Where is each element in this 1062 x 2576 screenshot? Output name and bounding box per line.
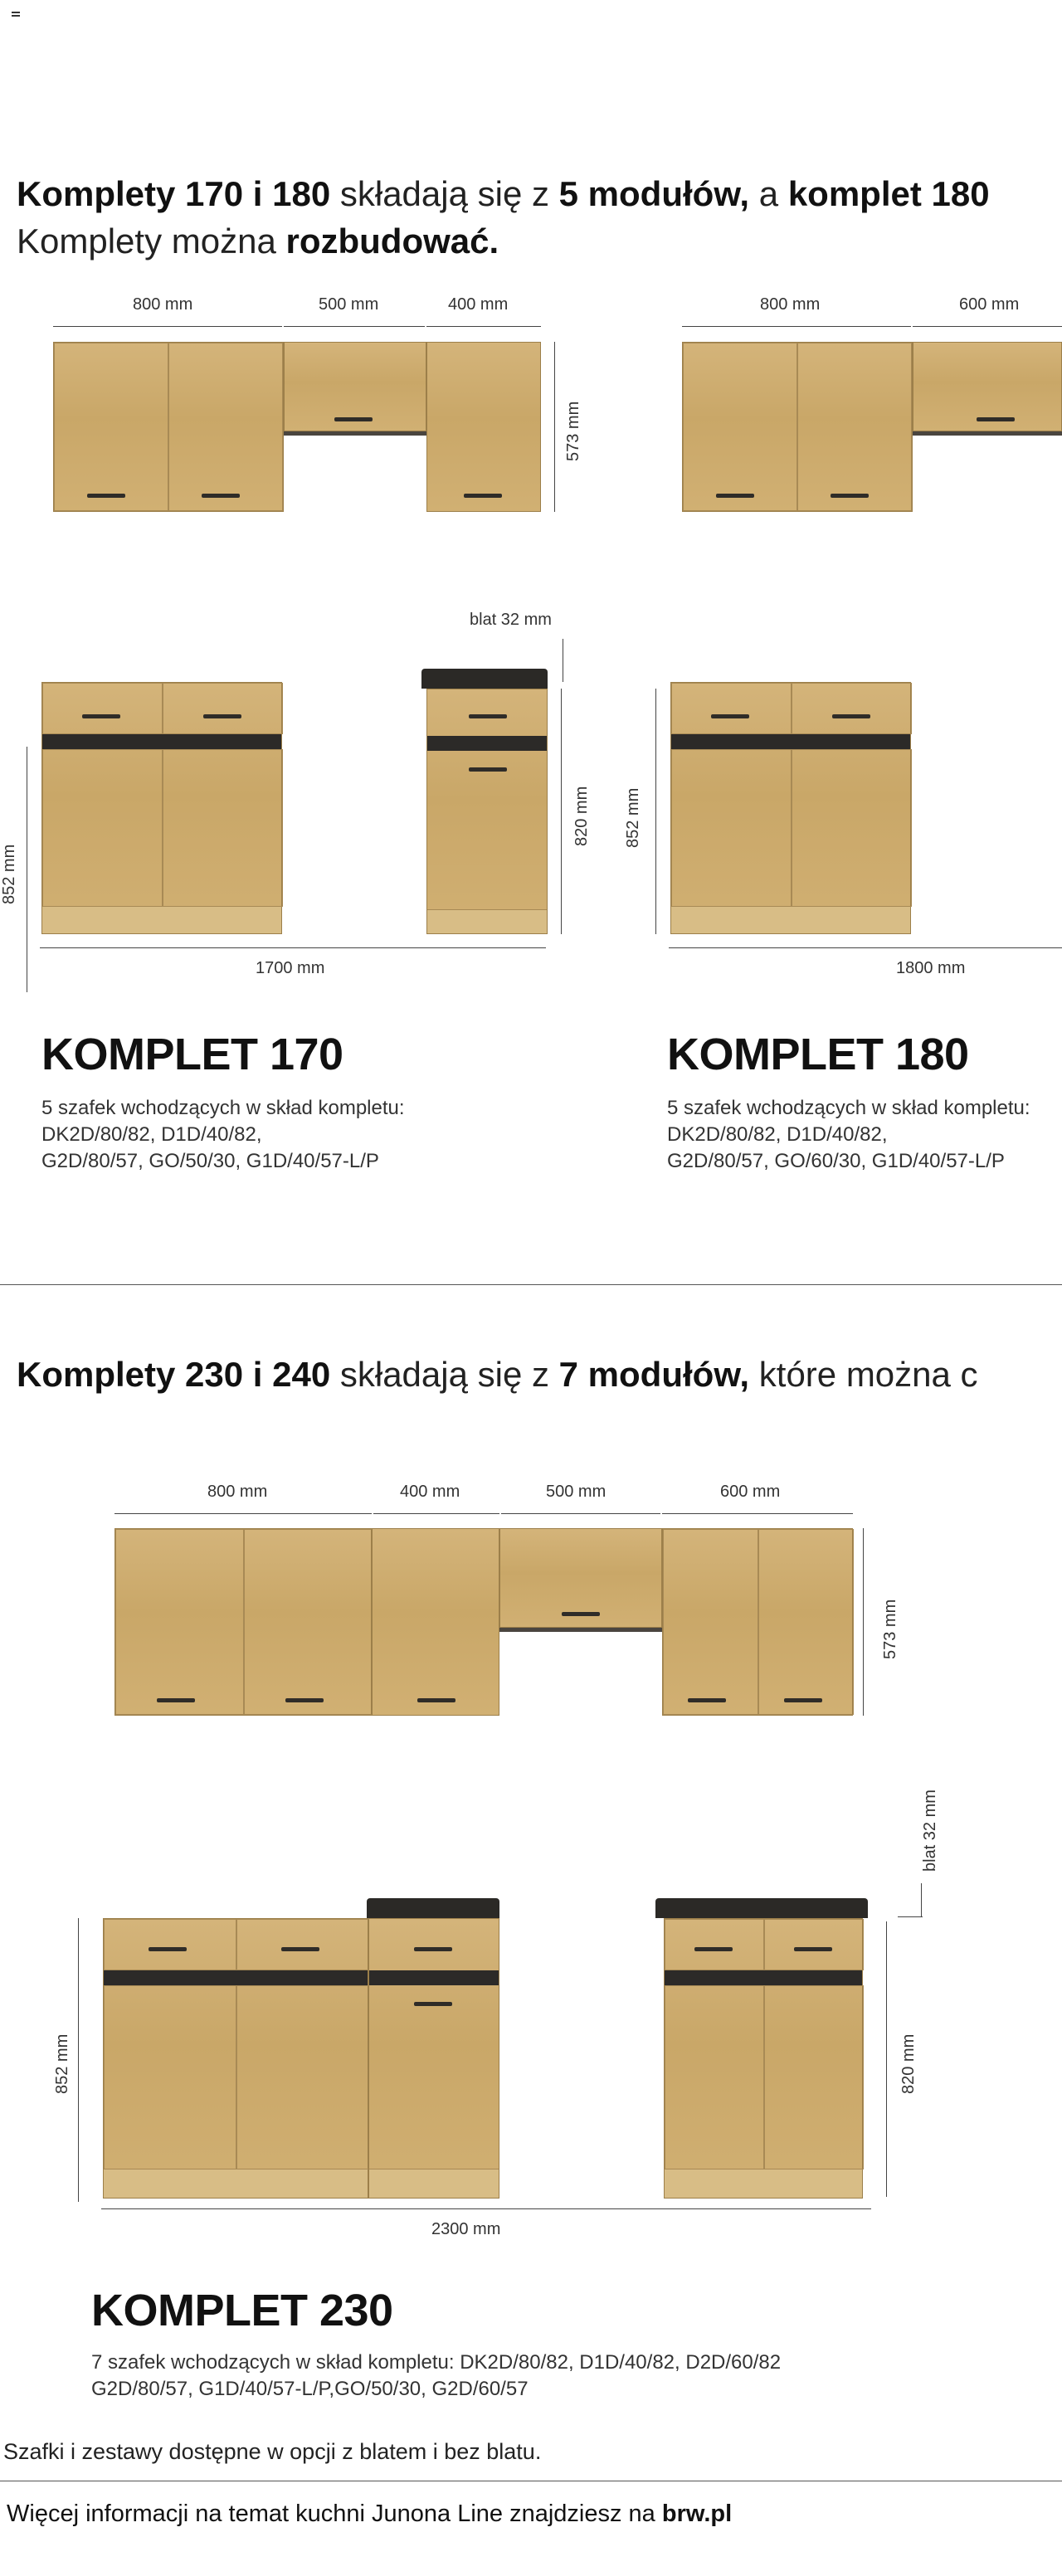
cabinet-g2d-60-57: [662, 1528, 853, 1716]
komplet-170-title: KOMPLET 170: [41, 1030, 343, 1079]
komplet-180-title: KOMPLET 180: [667, 1030, 969, 1079]
dim-label: 500 mm: [546, 1483, 607, 1501]
cabinet-go-60-30: [913, 342, 1062, 431]
komplet-170-desc: 5 szafek wchodzących w skład kompletu: DK2D/80/82, D1D/40/82, G2D/80/57, GO/50/30, G1D/40/57-L/P: [41, 1097, 405, 1172]
dim-label: 1800 mm: [896, 959, 966, 977]
dim-label: 600 mm: [720, 1483, 781, 1501]
dim-label: 500 mm: [319, 295, 379, 314]
komplet-230-title: KOMPLET 230: [91, 2286, 393, 2335]
dim-label: 2300 mm: [431, 2220, 501, 2238]
cabinet-d1d-40-82: [368, 1918, 499, 2199]
section1-headline-line2: Komplety można rozbudować.: [17, 222, 499, 261]
komplet-180-desc: 5 szafek wchodzących w skład kompletu: DK2D/80/82, D1D/40/82, G2D/80/57, GO/60/30, G1D/40/57-L/P: [667, 1097, 1030, 1172]
cabinet-dk2d-80-82: [670, 682, 911, 934]
menu-icon[interactable]: [12, 12, 20, 18]
dim-label: 573 mm: [881, 1599, 899, 1659]
dim-label: blat 32 mm: [921, 1790, 939, 1872]
dim-label: 800 mm: [133, 295, 193, 314]
dim-label: 400 mm: [400, 1483, 460, 1501]
availability-note: Szafki i zestawy dostępne w opcji z blatem i bez blatu.: [3, 2439, 542, 2464]
dim-label: 800 mm: [760, 295, 821, 314]
dim-label: 400 mm: [448, 295, 509, 314]
dim-label: 852 mm: [53, 2033, 71, 2094]
cabinet-g1d-40-57: [372, 1528, 499, 1716]
dim-label: 1700 mm: [256, 959, 325, 977]
dim-label: 600 mm: [959, 295, 1020, 314]
dim-label: 800 mm: [207, 1483, 268, 1501]
dim-label: 820 mm: [899, 2033, 918, 2094]
footer-info: [7, 2501, 732, 2528]
dim-label: 820 mm: [572, 786, 591, 846]
cabinet-dk2d-80-82: [41, 682, 282, 934]
cabinet-g2d-80-57: [53, 342, 284, 512]
cabinet-go-50-30: [284, 342, 426, 431]
komplet-230-desc: 7 szafek wchodzących w skład kompletu: DK2D/80/82, D1D/40/82, D2D/60/82 G2D/80/57, G1D/40/57-L/P,GO/50/30, G2D/60/57: [91, 2351, 782, 2400]
dim-label: 852 mm: [624, 787, 642, 848]
cabinet-g2d-80-57: [114, 1528, 372, 1716]
section1-headline-line1: Komplety 170 i 180 składają się z 5 modułów, a komplet 180: [17, 174, 990, 213]
section-divider: [0, 1284, 1062, 1285]
cabinet-d2d-60-82: [664, 1918, 863, 2199]
footer-prefix: Więcej informacji na temat kuchni Junona Line znajdziesz na: [7, 2501, 662, 2527]
dim-label: blat 32 mm: [470, 611, 552, 629]
cabinet-dk2d-80-82: [103, 1918, 368, 2199]
cabinet-go-50-30: [499, 1528, 662, 1628]
cabinet-g1d-40-57: [426, 342, 541, 512]
dim-label: 573 mm: [564, 401, 582, 461]
brw-link[interactable]: brw.pl: [661, 2501, 733, 2527]
cabinet-g2d-80-57: [682, 342, 913, 512]
dim-label: 852 mm: [0, 844, 18, 904]
section2-headline: Komplety 230 i 240 składają się z 7 modułów, które można c: [17, 1355, 978, 1394]
cabinet-d1d-40-82: [426, 689, 548, 934]
